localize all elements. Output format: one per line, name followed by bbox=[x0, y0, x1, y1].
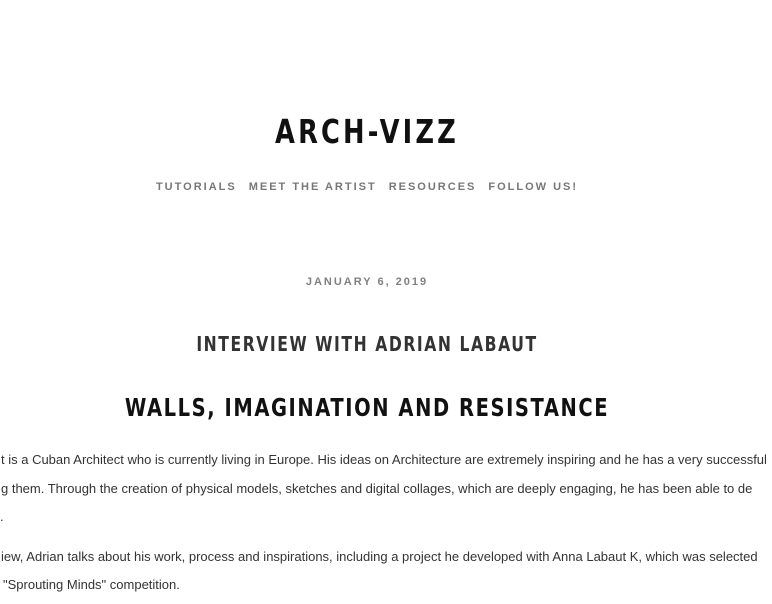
nav-item-tutorials[interactable]: TUTORIALS bbox=[155, 181, 237, 193]
nav-item-follow-us[interactable]: FOLLOW US! bbox=[488, 181, 579, 193]
post-headline: WALLS, IMAGINATION AND RESISTANCE bbox=[124, 393, 610, 422]
main-nav bbox=[0, 181, 734, 193]
nav-item-meet-the-artist[interactable]: MEET THE ARTIST bbox=[248, 181, 377, 193]
body-paragraph-1-line-1: t is a Cuban Architect who is currently living in Europe. His ideas on Architecture are extremely inspiring and he has a very successful bbox=[1, 452, 767, 467]
post-subtitle: INTERVIEW WITH ADRIAN LABAUT bbox=[196, 332, 538, 356]
body-paragraph-2-line-2: "Sprouting Minds" competition. bbox=[3, 577, 180, 592]
body-paragraph-2-line-1: iew, Adrian talks about his work, process and inspirations, including a project he developed with Anna Labaut K, which was selected bbox=[1, 549, 758, 564]
body-paragraph-1-line-2: g them. Through the creation of physical models, sketches and digital collages, which are deeply engaging, he has been able to de bbox=[1, 481, 753, 496]
post-date: JANUARY 6, 2019 bbox=[305, 276, 429, 288]
nav-item-resources[interactable]: RESOURCES bbox=[388, 181, 477, 193]
body-paragraph-1-line-3: . bbox=[0, 509, 4, 524]
site-title[interactable]: ARCH-VIZZ bbox=[275, 112, 459, 151]
